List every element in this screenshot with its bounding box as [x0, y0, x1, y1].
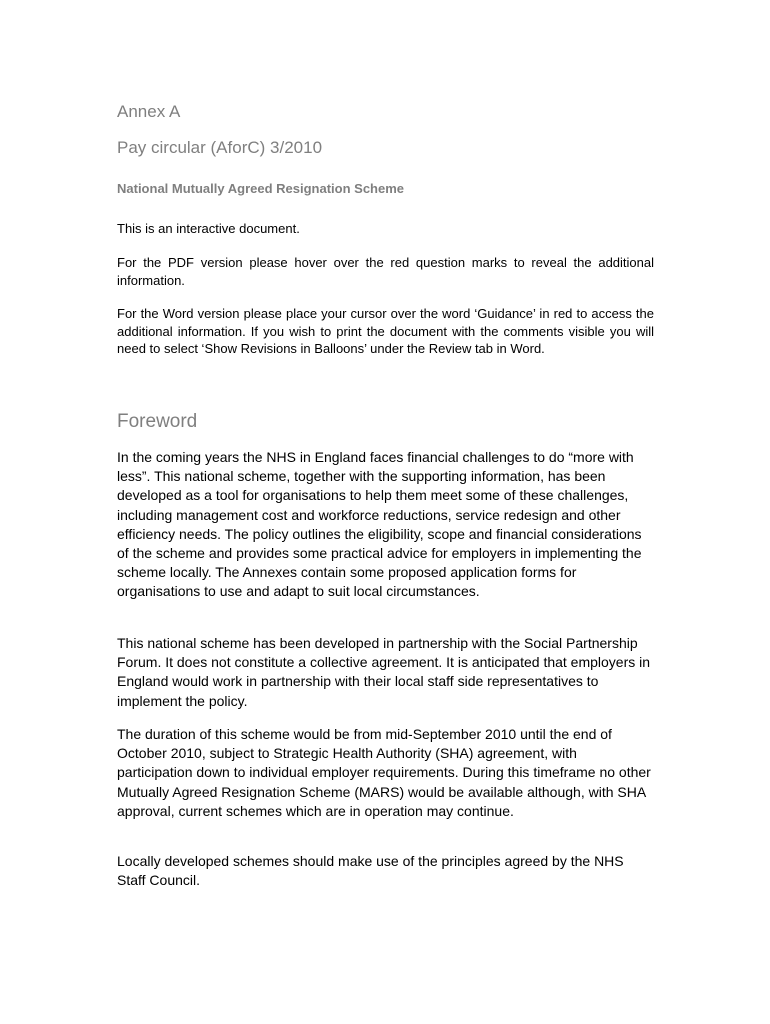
intro-paragraph-interactive: This is an interactive document. — [117, 221, 300, 236]
foreword-paragraph-3: The duration of this scheme would be from mid-September 2010 until the end of October 2010, subject to Strategic Health Authority (SHA) agreement, with participation down to individual employer requirements. During this timeframe no other Mutually Agreed Resignation Scheme (MARS) would be available although, with SHA approval, current schemes which are in operation may continue. — [117, 726, 651, 819]
scheme-title: National Mutually Agreed Resignation Scheme — [117, 181, 405, 196]
foreword-heading: Foreword — [117, 411, 198, 432]
intro-paragraph-pdf: For the PDF version please hover over the red question marks to reveal the additional information. — [117, 255, 654, 288]
foreword-paragraph-2: This national scheme has been developed in partnership with the Social Partnership Forum. It does not constitute a collective agreement. It is anticipated that employers in England would work in partnership with their local staff side representatives to implement the policy. — [117, 635, 651, 709]
annex-label: Annex A — [117, 102, 181, 121]
foreword-paragraph-4: Locally developed schemes should make use of the principles agreed by the NHS Staff Council. — [117, 853, 624, 889]
circular-title: Pay circular (AforC) 3/2010 — [117, 138, 323, 157]
foreword-paragraph-1: In the coming years the NHS in England faces financial challenges to do “more with less”. This national scheme, together with the supporting information, has been developed as a tool for organisations to help them meet some of these challenges, including management cost and workforce reductions, service redesign and other efficiency needs. The policy outlines the eligibility, scope and financial considerations of the scheme and provides some practical advice for employers in implementing the scheme locally. The Annexes contain some proposed application forms for organisations to use and adapt to suit local circumstances. — [117, 449, 642, 600]
intro-paragraph-word: For the Word version please place your cursor over the word ‘Guidance’ in red to access the additional information. If you wish to print the document with the comments visible you will need to select ‘Show Revisions in Balloons’ under the Review tab in Word. — [117, 306, 654, 356]
